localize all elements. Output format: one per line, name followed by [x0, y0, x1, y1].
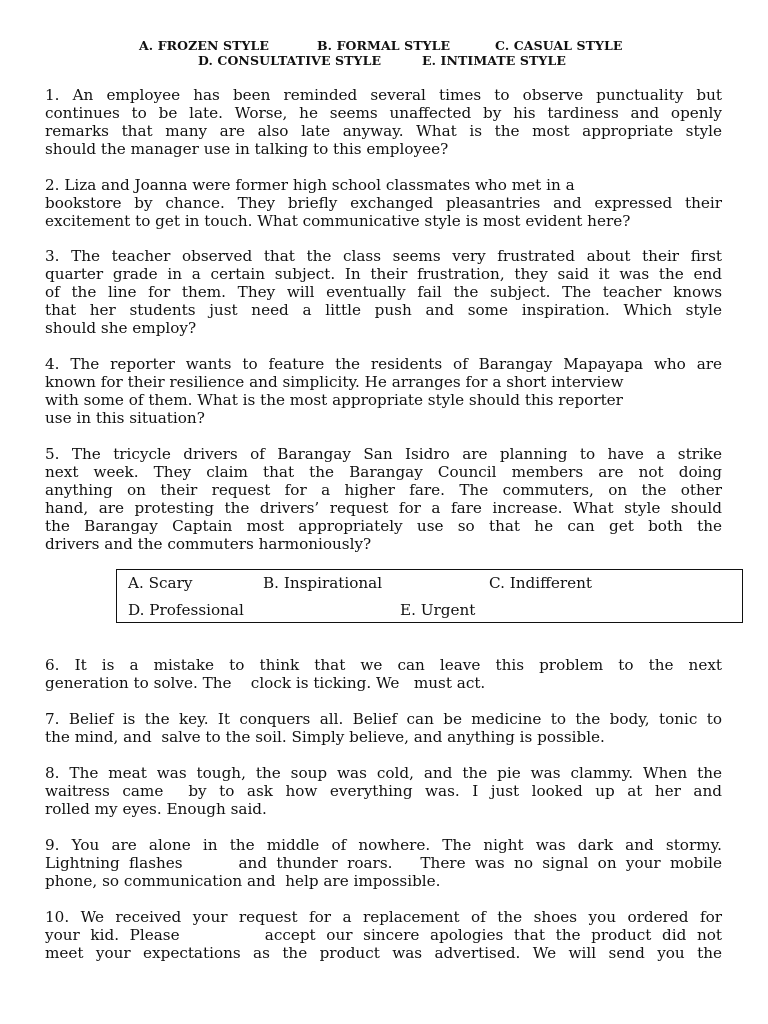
question-line: 6. It is a mistake to think that we can leave this problem to the next — [45, 656, 722, 674]
style-options-row-1 — [0, 38, 768, 53]
question-line: bookstore by chance. They briefly exchanged pleasantries and expressed their — [45, 194, 722, 212]
question-line: 5. The tricycle drivers of Barangay San Isidro are planning to have a strike — [45, 445, 722, 463]
question-line: use in this situation? — [45, 409, 205, 427]
question-line: the Barangay Captain most appropriately use so that he can get both the — [45, 517, 722, 535]
question-7 — [45, 710, 722, 746]
choice-b: B. Inspirational — [263, 574, 383, 592]
question-line: generation to solve. The clock is ticking. We must act. — [45, 674, 486, 692]
question-8 — [45, 764, 722, 818]
question-line: rolled my eyes. Enough said. — [45, 800, 267, 818]
question-2 — [45, 176, 722, 230]
answer-choices-box — [116, 569, 743, 623]
question-line: 10. We received your request for a replacement of the shoes you ordered for — [45, 908, 722, 926]
question-line: that her students just need a little push and some inspiration. Which style — [45, 301, 722, 319]
style-option-a: A. FROZEN STYLE — [139, 38, 270, 53]
question-line: should the manager use in talking to this employee? — [45, 140, 449, 158]
question-5 — [45, 445, 722, 553]
question-line: next week. They claim that the Barangay Council members are not doing — [45, 463, 722, 481]
question-line: hand, are protesting the drivers’ request for a fare increase. What style should — [45, 499, 722, 517]
question-line: Lightning flashes and thunder roars. There was no signal on your mobile — [45, 854, 722, 872]
choice-c: C. Indifferent — [489, 574, 593, 592]
style-options-row-2 — [0, 53, 768, 68]
question-line: drivers and the commuters harmoniously? — [45, 535, 372, 553]
question-line: continues to be late. Worse, he seems unaffected by his tardiness and openly — [45, 104, 722, 122]
question-line: your kid. Please accept our sincere apologies that the product did not — [45, 926, 722, 944]
question-6 — [45, 656, 722, 692]
question-line: should she employ? — [45, 319, 197, 337]
question-line: 8. The meat was tough, the soup was cold, and the pie was clammy. When the — [45, 764, 722, 782]
choice-a: A. Scary — [128, 574, 193, 592]
question-line: phone, so communication and help are impossible. — [45, 872, 441, 890]
question-line: anything on their request for a higher fare. The commuters, on the other — [45, 481, 722, 499]
question-line: of the line for them. They will eventually fail the subject. The teacher knows — [45, 283, 722, 301]
question-line: remarks that many are also late anyway. What is the most appropriate style — [45, 122, 722, 140]
question-line: the mind, and salve to the soil. Simply believe, and anything is possible. — [45, 728, 605, 746]
question-line: excitement to get in touch. What communicative style is most evident here? — [45, 212, 631, 230]
question-line: 7. Belief is the key. It conquers all. Belief can be medicine to the body, tonic to — [45, 710, 722, 728]
style-option-d: D. CONSULTATIVE STYLE — [198, 53, 382, 68]
question-line: 3. The teacher observed that the class seems very frustrated about their first — [45, 247, 722, 265]
question-line: quarter grade in a certain subject. In their frustration, they said it was the end — [45, 265, 722, 283]
question-line: 1. An employee has been reminded several times to observe punctuality but — [45, 86, 722, 104]
choice-e: E. Urgent — [400, 601, 476, 619]
question-4 — [45, 355, 722, 427]
style-option-b: B. FORMAL STYLE — [317, 38, 451, 53]
question-line: 4. The reporter wants to feature the residents of Barangay Mapayapa who are — [45, 355, 722, 373]
question-3 — [45, 247, 722, 337]
style-option-c: C. CASUAL STYLE — [495, 38, 623, 53]
question-line: known for their resilience and simplicity. He arranges for a short interview — [45, 373, 624, 391]
question-line: waitress came by to ask how everything was. I just looked up at her and — [45, 782, 722, 800]
question-10 — [45, 908, 722, 962]
question-9 — [45, 836, 722, 890]
question-line: 2. Liza and Joanna were former high school classmates who met in a — [45, 176, 575, 194]
question-1 — [45, 86, 722, 158]
question-line: 9. You are alone in the middle of nowhere. The night was dark and stormy. — [45, 836, 722, 854]
question-line: with some of them. What is the most appropriate style should this reporter — [45, 391, 623, 409]
style-option-e: E. INTIMATE STYLE — [422, 53, 566, 68]
choice-d: D. Professional — [128, 601, 244, 619]
question-line: meet your expectations as the product was advertised. We will send you the — [45, 944, 722, 962]
